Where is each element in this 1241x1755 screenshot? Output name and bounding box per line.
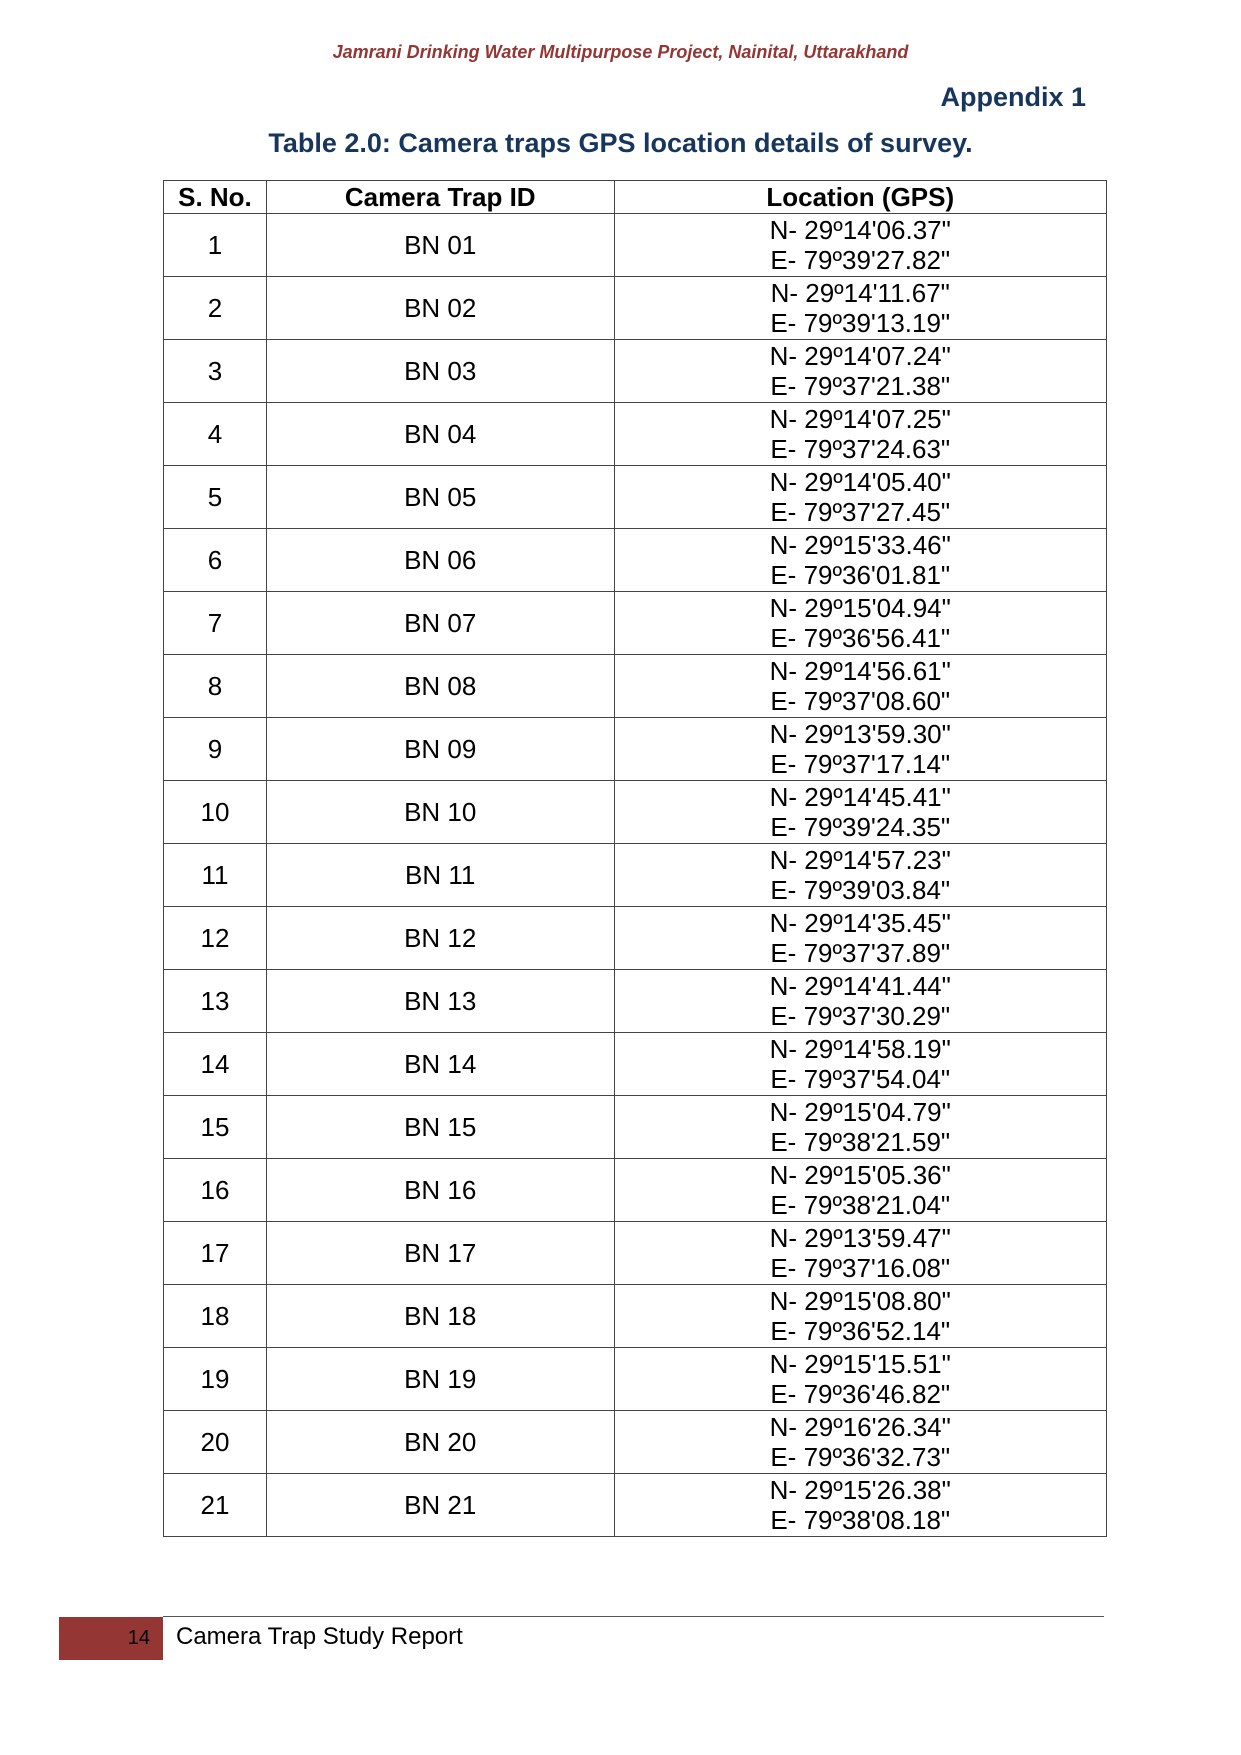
cell-camera-trap-id: BN 10 (266, 781, 614, 844)
cell-location (614, 1474, 1106, 1537)
cell-location (614, 1033, 1106, 1096)
table-row (164, 1411, 1107, 1474)
latitude: N- 29º15'04.79" (769, 1097, 951, 1127)
table-row (164, 1222, 1107, 1285)
cell-camera-trap-id: BN 08 (266, 655, 614, 718)
cell-camera-trap-id: BN 20 (266, 1411, 614, 1474)
appendix-label: Appendix 1 (940, 82, 1086, 112)
page-number: 14 (127, 1627, 150, 1649)
table-row (164, 1096, 1107, 1159)
cell-location (614, 1348, 1106, 1411)
cell-location (614, 1159, 1106, 1222)
cell-camera-trap-id: BN 16 (266, 1159, 614, 1222)
cell-camera-trap-id: BN 06 (266, 529, 614, 592)
table-row (164, 214, 1107, 277)
page-number-box (59, 1617, 163, 1660)
cell-sno: 18 (164, 1285, 267, 1348)
longitude: E- 79º37'24.63" (770, 434, 951, 464)
cell-sno: 13 (164, 970, 267, 1033)
cell-location (614, 592, 1106, 655)
cell-camera-trap-id: BN 07 (266, 592, 614, 655)
cell-camera-trap-id: BN 12 (266, 907, 614, 970)
cell-sno: 10 (164, 781, 267, 844)
cell-location (614, 907, 1106, 970)
latitude: N- 29º14'57.23" (769, 845, 951, 875)
table-row (164, 718, 1107, 781)
table-row (164, 970, 1107, 1033)
cell-location (614, 214, 1106, 277)
table-row (164, 1159, 1107, 1222)
longitude: E- 79º37'08.60" (770, 686, 951, 716)
running-header: Jamrani Drinking Water Multipurpose Project, Nainital, Uttarakhand (332, 42, 909, 62)
table-row (164, 340, 1107, 403)
longitude: E- 79º36'01.81" (770, 560, 951, 590)
cell-sno: 3 (164, 340, 267, 403)
col-header-camera-id: Camera Trap ID (266, 181, 614, 214)
longitude: E- 79º37'21.38" (770, 371, 951, 401)
longitude: E- 79º37'30.29" (770, 1001, 951, 1031)
latitude: N- 29º14'35.45" (769, 908, 951, 938)
cell-camera-trap-id: BN 21 (266, 1474, 614, 1537)
cell-camera-trap-id: BN 13 (266, 970, 614, 1033)
footer-report-title: Camera Trap Study Report (176, 1623, 463, 1650)
table-body (164, 214, 1107, 1537)
cell-camera-trap-id: BN 03 (266, 340, 614, 403)
cell-location (614, 844, 1106, 907)
latitude: N- 29º14'41.44" (769, 971, 951, 1001)
longitude: E- 79º37'54.04" (770, 1064, 951, 1094)
latitude: N- 29º14'06.37" (769, 215, 951, 245)
cell-sno: 6 (164, 529, 267, 592)
cell-camera-trap-id: BN 14 (266, 1033, 614, 1096)
table-row (164, 529, 1107, 592)
longitude: E- 79º36'52.14" (770, 1316, 951, 1346)
longitude: E- 79º39'03.84" (770, 875, 951, 905)
latitude: N- 29º14'05.40" (769, 467, 951, 497)
cell-sno: 1 (164, 214, 267, 277)
cell-location (614, 1222, 1106, 1285)
table-row (164, 781, 1107, 844)
latitude: N- 29º14'11.67" (770, 278, 950, 308)
longitude: E- 79º36'46.82" (770, 1379, 951, 1409)
cell-sno: 5 (164, 466, 267, 529)
latitude: N- 29º14'07.24" (769, 341, 951, 371)
cell-sno: 14 (164, 1033, 267, 1096)
col-header-sno: S. No. (164, 181, 267, 214)
table-header-row (164, 181, 1107, 214)
longitude: E- 79º38'21.59" (770, 1127, 951, 1157)
cell-sno: 20 (164, 1411, 267, 1474)
longitude: E- 79º37'27.45" (770, 497, 951, 527)
cell-sno: 19 (164, 1348, 267, 1411)
cell-camera-trap-id: BN 19 (266, 1348, 614, 1411)
longitude: E- 79º37'37.89" (770, 938, 951, 968)
longitude: E- 79º37'17.14" (770, 749, 951, 779)
latitude: N- 29º15'08.80" (769, 1286, 951, 1316)
table-row (164, 844, 1107, 907)
cell-location (614, 340, 1106, 403)
cell-camera-trap-id: BN 04 (266, 403, 614, 466)
cell-camera-trap-id: BN 11 (266, 844, 614, 907)
longitude: E- 79º39'24.35" (770, 812, 951, 842)
latitude: N- 29º13'59.47" (769, 1223, 951, 1253)
cell-location (614, 1411, 1106, 1474)
cell-location (614, 970, 1106, 1033)
table-row (164, 1033, 1107, 1096)
longitude: E- 79º36'32.73" (770, 1442, 951, 1472)
cell-location (614, 718, 1106, 781)
cell-location (614, 466, 1106, 529)
cell-camera-trap-id: BN 18 (266, 1285, 614, 1348)
latitude: N- 29º15'04.94" (769, 593, 951, 623)
footer-divider (163, 1616, 1104, 1617)
latitude: N- 29º15'15.51" (769, 1349, 951, 1379)
latitude: N- 29º14'07.25" (769, 404, 951, 434)
cell-sno: 15 (164, 1096, 267, 1159)
cell-camera-trap-id: BN 09 (266, 718, 614, 781)
table-row (164, 592, 1107, 655)
cell-camera-trap-id: BN 17 (266, 1222, 614, 1285)
table-title: Table 2.0: Camera traps GPS location details of survey. (268, 128, 973, 158)
latitude: N- 29º14'45.41" (769, 782, 951, 812)
gps-table (163, 180, 1107, 1537)
table-row (164, 403, 1107, 466)
col-header-location: Location (GPS) (614, 181, 1106, 214)
latitude: N- 29º15'33.46" (769, 530, 951, 560)
table-row (164, 466, 1107, 529)
cell-camera-trap-id: BN 15 (266, 1096, 614, 1159)
cell-location (614, 277, 1106, 340)
longitude: E- 79º39'27.82" (770, 245, 951, 275)
cell-sno: 11 (164, 844, 267, 907)
longitude: E- 79º37'16.08" (770, 1253, 951, 1283)
table-row (164, 907, 1107, 970)
latitude: N- 29º15'26.38" (769, 1475, 951, 1505)
table-row (164, 1474, 1107, 1537)
longitude: E- 79º36'56.41" (770, 623, 951, 653)
cell-sno: 21 (164, 1474, 267, 1537)
latitude: N- 29º15'05.36" (769, 1160, 951, 1190)
longitude: E- 79º38'08.18" (770, 1505, 951, 1535)
latitude: N- 29º16'26.34" (769, 1412, 951, 1442)
cell-location (614, 403, 1106, 466)
cell-camera-trap-id: BN 02 (266, 277, 614, 340)
cell-location (614, 655, 1106, 718)
latitude: N- 29º13'59.30" (769, 719, 951, 749)
latitude: N- 29º14'58.19" (769, 1034, 951, 1064)
cell-location (614, 781, 1106, 844)
cell-sno: 9 (164, 718, 267, 781)
cell-camera-trap-id: BN 05 (266, 466, 614, 529)
cell-location (614, 1096, 1106, 1159)
cell-sno: 12 (164, 907, 267, 970)
longitude: E- 79º38'21.04" (770, 1190, 951, 1220)
cell-sno: 2 (164, 277, 267, 340)
cell-location (614, 1285, 1106, 1348)
table-row (164, 655, 1107, 718)
table-row (164, 1348, 1107, 1411)
cell-sno: 16 (164, 1159, 267, 1222)
cell-sno: 8 (164, 655, 267, 718)
cell-sno: 7 (164, 592, 267, 655)
cell-location (614, 529, 1106, 592)
table-row (164, 1285, 1107, 1348)
cell-sno: 4 (164, 403, 267, 466)
table-row (164, 277, 1107, 340)
cell-sno: 17 (164, 1222, 267, 1285)
latitude: N- 29º14'56.61" (769, 656, 951, 686)
cell-camera-trap-id: BN 01 (266, 214, 614, 277)
longitude: E- 79º39'13.19" (770, 308, 951, 338)
